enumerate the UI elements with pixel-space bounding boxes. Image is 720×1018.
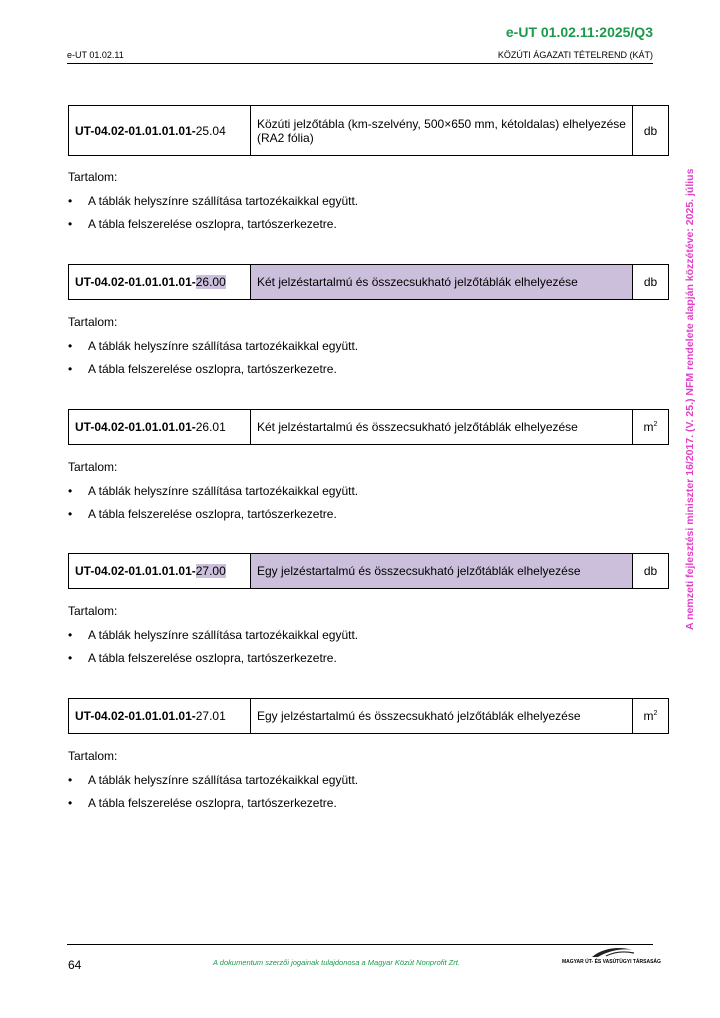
item-code: UT-04.02-01.01.01.01-25.04 bbox=[69, 106, 251, 156]
item-description: Közúti jelzőtábla (km-szelvény, 500×650 mm, kétoldalas) elhelyezése (RA2 fólia) bbox=[251, 106, 633, 156]
item-code: UT-04.02-01.01.01.01-26.00 bbox=[69, 265, 251, 300]
item-unit: $m^2$ bbox=[633, 699, 669, 734]
content-label: Tartalom: bbox=[68, 170, 118, 184]
header-right: KÖZÚTI ÁGAZATI TÉTELREND (KÁT) bbox=[497, 50, 653, 60]
company-logo-text: MAGYAR ÚT- ÉS VASÚTÜGYI TÁRSASÁG bbox=[562, 959, 661, 965]
content-list bbox=[68, 773, 358, 819]
company-logo-icon bbox=[562, 944, 654, 970]
content-list bbox=[68, 484, 358, 530]
item-table bbox=[68, 264, 669, 300]
item-unit: db bbox=[633, 265, 669, 300]
item-description: Két jelzéstartalmú és összecsukható jelzőtáblák elhelyezése bbox=[251, 410, 633, 445]
item-unit: $m^2$ bbox=[633, 410, 669, 445]
content-list bbox=[68, 339, 358, 385]
item-description: Két jelzéstartalmú és összecsukható jelzőtáblák elhelyezése bbox=[251, 265, 633, 300]
list-item: • A tábla felszerelése oszlopra, tartószerkezetre. bbox=[68, 362, 358, 385]
item-unit: db bbox=[633, 554, 669, 589]
content-label: Tartalom: bbox=[68, 315, 118, 329]
content-list bbox=[68, 194, 358, 240]
list-item: • A táblák helyszínre szállítása tartozékaikkal együtt. bbox=[68, 628, 358, 651]
item-table bbox=[68, 698, 669, 734]
list-item: • A tábla felszerelése oszlopra, tartószerkezetre. bbox=[68, 651, 358, 674]
side-note: A nemzeti fejlesztési miniszter 16/2017. (V. 25.) NFM rendelete alapján közzétéve: 2025. július bbox=[684, 168, 696, 630]
item-table bbox=[68, 409, 669, 445]
content-label: Tartalom: bbox=[68, 749, 118, 763]
list-item: • A tábla felszerelése oszlopra, tartószerkezetre. bbox=[68, 217, 358, 240]
item-description: Egy jelzéstartalmú és összecsukható jelzőtáblák elhelyezése bbox=[251, 554, 633, 589]
item-table bbox=[68, 553, 669, 589]
item-code: UT-04.02-01.01.01.01-27.00 bbox=[69, 554, 251, 589]
footer-copyright: A dokumentum szerzői jogainak tulajdonosa a Magyar Közút Nonprofit Zrt. bbox=[213, 958, 460, 967]
content-label: Tartalom: bbox=[68, 604, 118, 618]
item-code: UT-04.02-01.01.01.01-26.01 bbox=[69, 410, 251, 445]
document-code: e-UT 01.02.11:2025/Q3 bbox=[505, 24, 653, 40]
item-description: Egy jelzéstartalmú és összecsukható jelzőtáblák elhelyezése bbox=[251, 699, 633, 734]
list-item: • A tábla felszerelése oszlopra, tartószerkezetre. bbox=[68, 507, 358, 530]
content-list bbox=[68, 628, 358, 674]
content-label: Tartalom: bbox=[68, 460, 118, 474]
page-number: 64 bbox=[68, 958, 82, 972]
list-item: • A táblák helyszínre szállítása tartozékaikkal együtt. bbox=[68, 194, 358, 217]
list-item: • A táblák helyszínre szállítása tartozékaikkal együtt. bbox=[68, 773, 358, 796]
list-item: • A tábla felszerelése oszlopra, tartószerkezetre. bbox=[68, 796, 358, 819]
item-code: UT-04.02-01.01.01.01-27.01 bbox=[69, 699, 251, 734]
item-table bbox=[68, 105, 669, 156]
header-rule bbox=[67, 63, 653, 64]
list-item: • A táblák helyszínre szállítása tartozékaikkal együtt. bbox=[68, 484, 358, 507]
item-unit: db bbox=[633, 106, 669, 156]
list-item: • A táblák helyszínre szállítása tartozékaikkal együtt. bbox=[68, 339, 358, 362]
header-left: e-UT 01.02.11 bbox=[67, 50, 124, 60]
